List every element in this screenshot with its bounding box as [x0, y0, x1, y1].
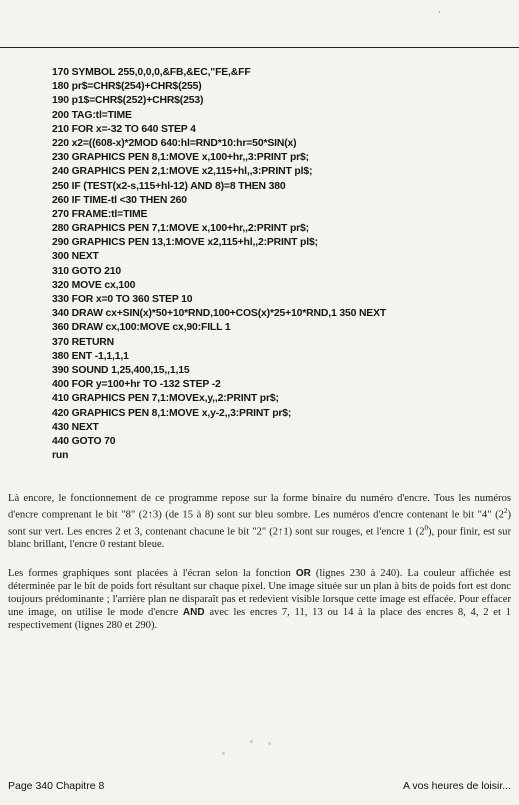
code-line: 310 GOTO 210	[52, 265, 122, 277]
code-line: 270 FRAME:tl=TIME	[52, 208, 148, 220]
code-line: 230 GRAPHICS PEN 8,1:MOVE x,100+hr,,3:PRINT pr$;	[52, 152, 309, 164]
code-line: 220 x2=((608-x)*2MOD 640:hl=RND*10:hr=50*SIN(x)	[52, 137, 297, 149]
code-line: 210 FOR x=-32 TO 640 STEP 4	[52, 123, 196, 135]
code-line: 430 NEXT	[52, 421, 99, 433]
footer-page-chapter: Page 340 Chapitre 8	[8, 780, 105, 792]
code-line: 300 NEXT	[52, 251, 99, 263]
scan-speck	[268, 742, 271, 745]
code-line: 330 FOR x=0 TO 360 STEP 10	[52, 294, 193, 305]
code-line: 190 p1$=CHR$(252)+CHR$(253)	[52, 95, 204, 107]
superscript-0: 0	[424, 523, 429, 532]
scan-speck	[222, 752, 225, 755]
code-line: 320 MOVE cx,100	[52, 279, 136, 291]
code-line: 290 GRAPHICS PEN 13,1:MOVE x2,115+hl,,2:PRINT pl$;	[52, 237, 318, 249]
code-line: 180 pr$=CHR$(254)+CHR$(255)	[52, 81, 202, 93]
code-line: 410 GRAPHICS PEN 7,1:MOVEx,y,,2:PRINT pr$;	[52, 393, 279, 405]
paragraph-ink-numbers	[8, 492, 511, 551]
code-line: 390 SOUND 1,25,400,15,,1,15	[52, 364, 190, 376]
scan-mark: ·	[438, 8, 441, 17]
paragraph-2-text-c: avec les encres 7, 11, 13 ou 14 à la place des encres 8, 4, 2 et 1 respectivement (lignes 280 et 290).	[8, 607, 511, 631]
paragraph-2-text-b: (lignes 230 à 240). La couleur affichée est déterminée par le bit de poids fort résultant sur chaque pixel. Une image située sur un plan à bits de poids fort est donc toujours prédominante ; l'arrière plan ne disparaît pas et redevient visible lorsque cette image est effacée. Pour effacer une image, on utilise le mode d'encre	[8, 568, 511, 618]
paragraph-1-text-b: ) sont sur vert. Les encres 2 et 3, contenant chacune le bit "2" (2↑1) sont sur rouges, et l'encre 1 (2	[8, 509, 511, 538]
code-line: 370 RETURN	[52, 336, 115, 348]
footer-running-title: A vos heures de loisir...	[403, 780, 511, 792]
code-line: 260 IF TIME-tl <30 THEN 260	[52, 194, 187, 206]
code-line: 200 TAG:tl=TIME	[52, 109, 132, 121]
paragraph-2-text-a: Les formes graphiques sont placées à l'écran selon la fonction	[8, 568, 296, 579]
or-keyword: OR	[295, 568, 311, 579]
superscript-2: 2	[503, 507, 508, 515]
and-keyword: AND	[182, 607, 205, 618]
code-line: 420 GRAPHICS PEN 8,1:MOVE x,y-2,,3:PRINT pr$;	[52, 407, 292, 419]
code-line: 250 IF (TEST(x2-s,115+hl-12) AND 8)=8 THEN 380	[52, 180, 286, 192]
top-rule	[0, 47, 519, 48]
code-line: 280 GRAPHICS PEN 7,1:MOVE x,100+hr,,2:PRINT pr$;	[52, 223, 309, 235]
code-line: run	[52, 450, 69, 462]
paragraph-1-text-c: ), pour finir, est sur blanc brillant, l'encre 0 restant bleue.	[8, 526, 511, 551]
paragraph-or-and-modes	[8, 567, 511, 632]
paragraph-1-text-a: Là encore, le fonctionnement de ce programme repose sur la forme binaire du numéro d'encre. Tous les numéros d'encre comprenant le bit "8" (2↑3) (de 15 à 8) sont sur bleu sombre. Les numéros d'encre contenant le bit "4" (2	[8, 493, 511, 521]
scan-speck	[250, 740, 253, 743]
code-line: 170 SYMBOL 255,0,0,0,&FB,&EC,"FE,&FF	[52, 67, 251, 78]
code-line: 360 DRAW cx,100:MOVE cx,90:FILL 1	[52, 322, 231, 334]
basic-code-listing	[52, 66, 512, 463]
code-line: 380 ENT -1,1,1,1	[52, 350, 129, 362]
code-line: 240 GRAPHICS PEN 2,1:MOVE x2,115+hl,,3:PRINT pl$;	[52, 166, 313, 178]
code-line: 400 FOR y=100+hr TO -132 STEP -2	[52, 379, 221, 391]
code-line: 440 GOTO 70	[52, 435, 116, 447]
code-line: 340 DRAW cx+SIN(x)*50+10*RND,100+COS(x)*25+10*RND,1 350 NEXT	[52, 308, 387, 320]
